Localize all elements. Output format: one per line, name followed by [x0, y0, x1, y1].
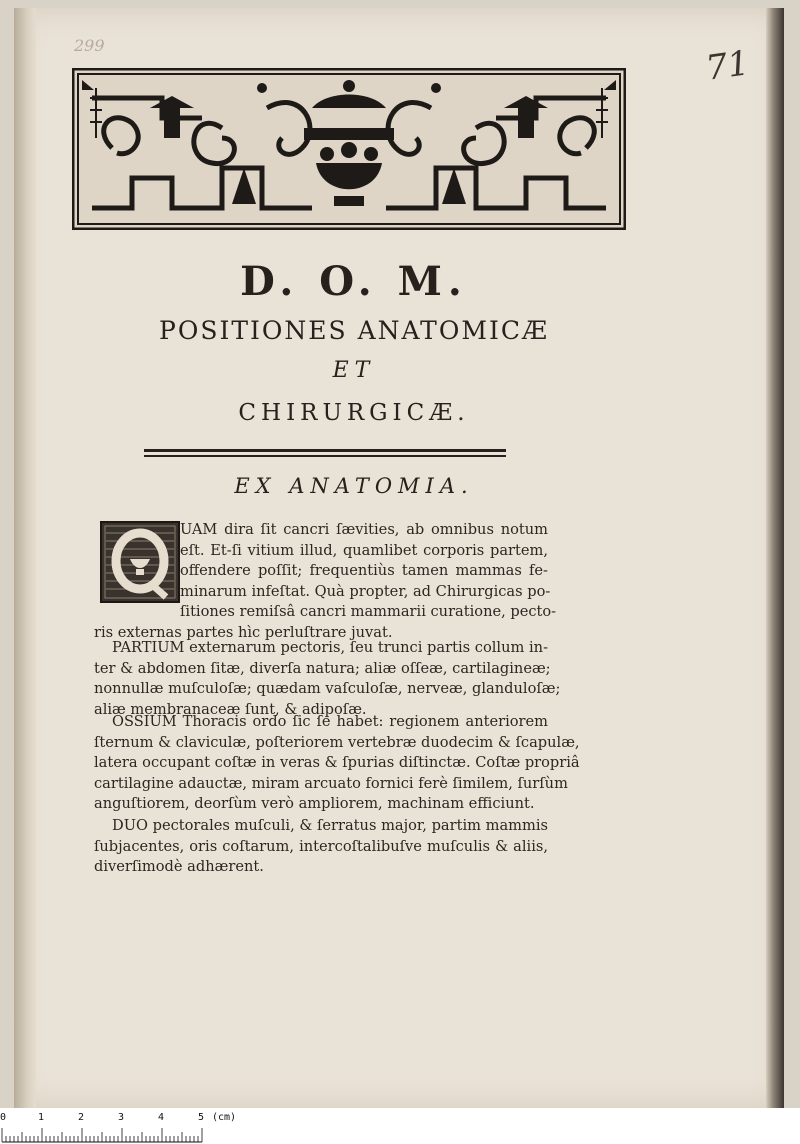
- paragraph-line: UAM dira ſit cancri ſævities, ab omnibus notum: [180, 521, 548, 538]
- ornamental-headpiece: [72, 68, 626, 230]
- scale-tick-label: 2: [78, 1112, 85, 1123]
- pencil-mark: 299: [74, 36, 105, 55]
- title-chirurgicae: CHIRURGICÆ.: [238, 400, 470, 426]
- scale-tick-label: 3: [118, 1112, 125, 1123]
- paragraph-line: latera occupant coſtæ in veras & ſpurias diſtinctæ. Coſtæ propriâ: [94, 754, 580, 772]
- folio-number: 71: [703, 43, 752, 89]
- section-heading: EX ANATOMIA.: [234, 474, 474, 498]
- paragraph-line: DUO pectorales muſculi, & ſerratus major, partim mammis: [112, 817, 548, 834]
- page-gutter: [14, 8, 36, 1118]
- paragraph-line: PARTIUM externarum pectoris, ſeu trunci partis collum in-: [112, 639, 548, 656]
- paragraph-line: minarum infeſtat. Quà propter, ad Chirurgicas po-: [180, 582, 551, 600]
- paragraph-line: ris externas partes hìc perluſtrare juvat.: [94, 624, 393, 641]
- title-positiones: POSITIONES ANATOMICÆ: [159, 316, 549, 345]
- scale-unit: (cm): [212, 1112, 237, 1123]
- paragraph-line: eſt. Et-ſi vitium illud, quamlibet corporis partem,: [180, 541, 548, 559]
- paragraph-line: nonnullæ muſculoſæ; quædam vaſculoſæ, nerveæ, glanduloſæ;: [94, 680, 561, 698]
- book-page: [14, 8, 784, 1108]
- scale-tick-label: 0: [0, 1112, 7, 1123]
- double-rule: [144, 448, 506, 460]
- scale-ruler: [0, 1108, 210, 1144]
- scale-tick-label: 5: [198, 1112, 205, 1123]
- paragraph-line: aliæ membranaceæ ſunt, & adipoſæ.: [94, 700, 367, 718]
- paragraph-line: diverſimodè adhærent.: [94, 858, 264, 876]
- paragraph-1: [180, 520, 557, 623]
- paragraph-line: ſternum & claviculæ, poſteriorem vertebræ duodecim & ſcapulæ,: [94, 733, 580, 751]
- paragraph-4: [94, 816, 548, 878]
- paragraph-3: [94, 712, 580, 815]
- paragraph-line: anguſtiorem, deorſùm verò ampliorem, machinam efficiunt.: [94, 795, 535, 813]
- paragraph-2: [94, 632, 561, 720]
- paragraph-line: ter & abdomen ſitæ, diverſa natura; aliæ oſſeæ, cartilagineæ;: [94, 659, 551, 677]
- scale-bar: [0, 1108, 800, 1144]
- drop-cap-q: [100, 521, 180, 603]
- title-et: ET: [332, 358, 376, 383]
- paragraph-line: ſubjacentes, oris coſtarum, intercoſtalibuſve muſculis & aliis,: [94, 837, 548, 855]
- paragraph-line: offendere poſſit; frequentiùs tamen mammas fe-: [180, 562, 548, 580]
- scale-tick-label: 1: [38, 1112, 45, 1123]
- paragraph-line: cartilagine adauctæ, miram arcuato fornici ferè ſimilem, ſurſùm: [94, 774, 568, 792]
- page-fore-edge: [766, 8, 784, 1118]
- paragraph-line: OSSIUM Thoracis ordo ſic ſe habet: regionem anteriorem: [112, 713, 548, 730]
- title-dom: D. O. M.: [240, 258, 468, 305]
- paragraph-line: ſitiones remiſsâ cancri mammarii curatione, pecto-: [180, 603, 557, 621]
- scale-tick-label: 4: [158, 1112, 165, 1123]
